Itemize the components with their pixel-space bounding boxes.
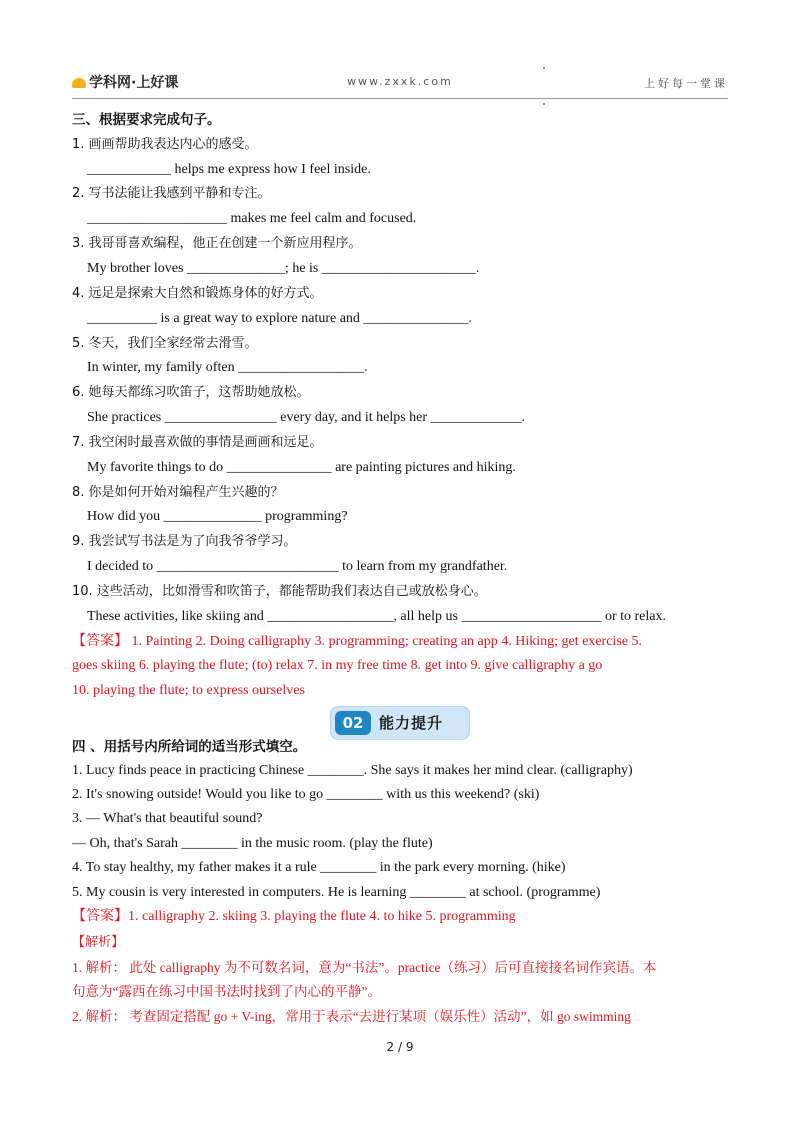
q10-chinese: 10. 这些活动，比如滑雪和吹笛子，都能帮助我们表达自己或放松身心。 xyxy=(72,584,487,599)
site-url: www.zxxk.com xyxy=(347,75,453,88)
answer-line: 10. playing the flute; to express ourselves xyxy=(72,683,305,698)
header-divider xyxy=(72,98,728,99)
analysis-line: 句意为“露西在练习中国书法时找到了内心的平静”。 xyxy=(72,984,381,999)
q6-english: She practices ________________ every day, and it helps her _____________. xyxy=(87,410,526,425)
page-header xyxy=(72,70,728,94)
analysis-line: 1. 解析： 此处 calligraphy 为不可数名词，意为“书法”。practice（练习）后可直接接名词作宾语。本 xyxy=(72,960,657,975)
q4-chinese: 4. 远足是探索大自然和锻炼身体的好方式。 xyxy=(72,286,323,301)
q9-chinese: 9. 我尝试写书法是为了向我爷爷学习。 xyxy=(72,534,297,549)
q3-english: My brother loves ______________; he is ______________________. xyxy=(87,261,480,276)
banner-number: 02 xyxy=(335,711,371,735)
q5-english: In winter, my family often __________________. xyxy=(87,360,368,375)
q3-chinese: 3. 我哥哥喜欢编程，他正在创建一个新应用程序。 xyxy=(72,236,362,251)
answer-line: 【答案】1. calligraphy 2. skiing 3. playing the flute 4. to hike 5. programming xyxy=(72,909,516,924)
q9-english: I decided to __________________________ to learn from my grandfather. xyxy=(87,559,508,574)
banner-title: 能力提升 xyxy=(379,714,444,732)
exercise-line: 1. Lucy finds peace in practicing Chinese ________. She says it makes her mind clear. (calligraphy) xyxy=(72,763,633,778)
q1-chinese: 1. 画画帮助我表达内心的感受。 xyxy=(72,137,258,152)
q4-english: __________ is a great way to explore nature and _______________. xyxy=(87,311,472,326)
logo-text: 学科网·上好课 xyxy=(89,75,179,91)
answer-line: 【答案】 1. Painting 2. Doing calligraphy 3. programming; creating an app 4. Hiking; get exercise 5. xyxy=(72,634,642,649)
q2-english: ____________________ makes me feel calm and focused. xyxy=(87,211,417,226)
q2-chinese: 2. 写书法能让我感到平静和专注。 xyxy=(72,186,271,201)
analysis-line: 2. 解析： 考查固定搭配 go + V-ing，常用于表示“去进行某项（娱乐性）活动”，如 go swimming xyxy=(72,1009,631,1024)
exercise-line: 5. My cousin is very interested in computers. He is learning ________ at school. (programme) xyxy=(72,885,601,900)
page-number: 2 / 9 xyxy=(386,1040,414,1054)
decor-dot xyxy=(543,67,545,69)
answer-line: goes skiing 6. playing the flute; (to) relax 7. in my free time 8. get into 9. give calligraphy a go xyxy=(72,658,603,673)
q8-english: How did you ______________ programming? xyxy=(87,509,348,524)
q5-chinese: 5. 冬天，我们全家经常去滑雪。 xyxy=(72,336,258,351)
q7-chinese: 7. 我空闲时最喜欢做的事情是画画和远足。 xyxy=(72,435,323,450)
exercise-line: 3. — What's that beautiful sound? xyxy=(72,811,263,826)
analysis-title: 【解析】 xyxy=(72,935,125,950)
section-banner xyxy=(330,706,470,740)
section-3-title: 三、根据要求完成句子。 xyxy=(72,112,221,128)
q10-english: These activities, like skiing and __________________, all help us ____________________ or to relax. xyxy=(87,609,666,624)
section-4-title: 四 、用括号内所给词的适当形式填空。 xyxy=(72,739,307,755)
q1-english: ____________ helps me express how I feel inside. xyxy=(87,162,371,177)
exercise-line: 4. To stay healthy, my father makes it a rule ________ in the park every morning. (hike) xyxy=(72,860,566,875)
q6-chinese: 6. 她每天都练习吹笛子，这帮助她放松。 xyxy=(72,385,310,400)
header-slogan: 上好每一堂课 xyxy=(644,77,728,90)
q7-english: My favorite things to do _______________ are painting pictures and hiking. xyxy=(87,460,516,475)
exercise-line: — Oh, that's Sarah ________ in the music room. (play the flute) xyxy=(72,836,433,851)
decor-dot xyxy=(543,103,545,105)
q8-chinese: 8. 你是如何开始对编程产生兴趣的？ xyxy=(72,485,284,500)
exercise-line: 2. It's snowing outside! Would you like to go ________ with us this weekend? (ski) xyxy=(72,787,540,802)
